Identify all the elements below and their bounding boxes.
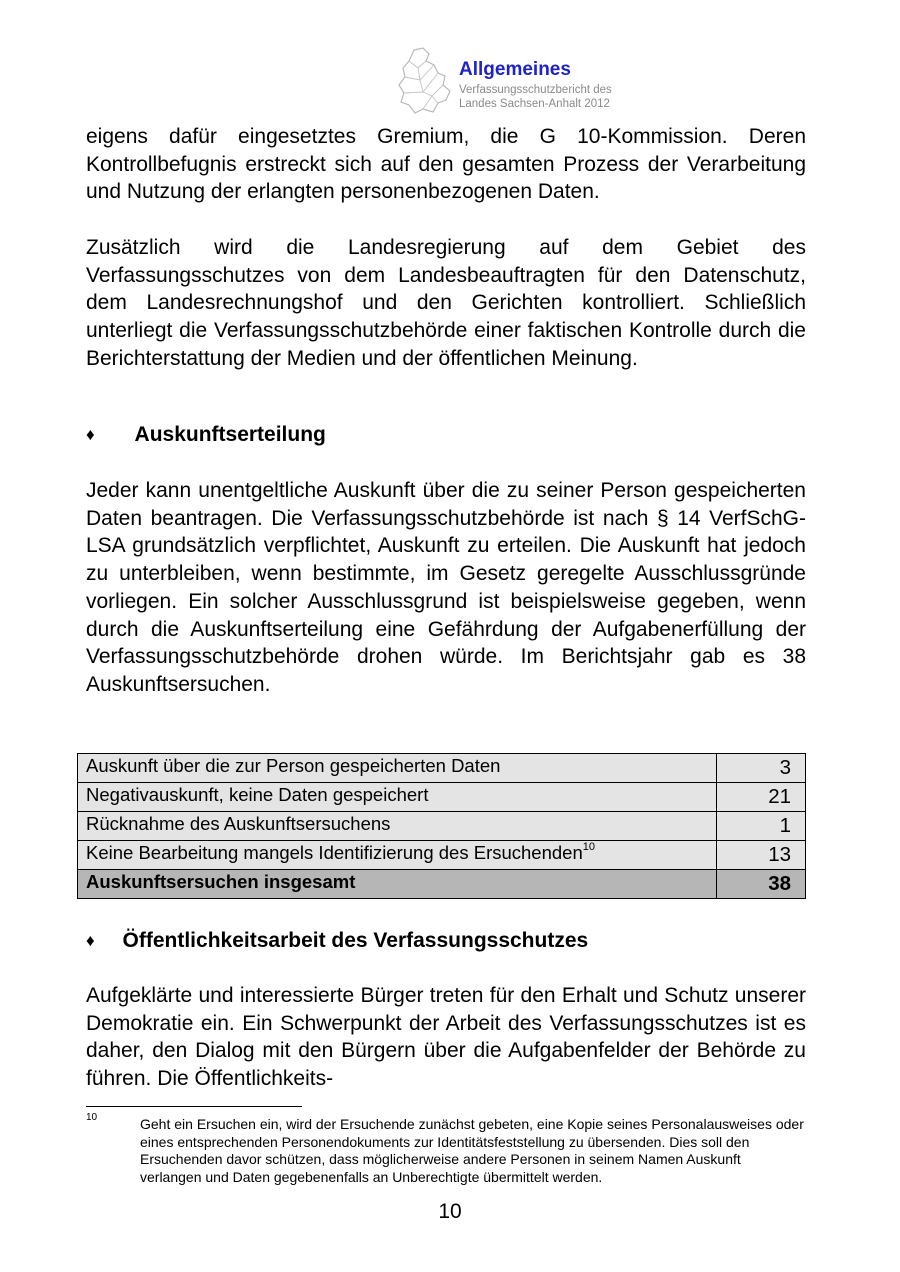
heading-text: Öffentlichkeitsarbeit des Verfassungsschutzes [122, 929, 589, 952]
heading-auskunftserteilung [86, 421, 806, 449]
table-cell-value: 13 [717, 841, 806, 870]
table-total-label: Auskunftsersuchen insgesamt [78, 870, 717, 899]
table-row [78, 783, 806, 812]
header-subtitle [459, 83, 612, 111]
table-cell-value: 3 [717, 754, 806, 783]
footnote-number: 10 [86, 1112, 98, 1123]
table-cell-label: Auskunft über die zur Person gespeicherten Daten [78, 754, 717, 783]
heading-oeffentlichkeitsarbeit [86, 927, 806, 955]
table-total-row [78, 870, 806, 899]
table-row [78, 841, 806, 870]
paragraph-text: eigens dafür eingesetztes Gremium, die G 10-Kommission. Deren Kontrollbefugnis erstreckt sich auf den gesamten Prozess der Verarbeitung und Nutzung der erlangten personenbezogenen Daten. [86, 125, 806, 204]
paragraph-kontrolle [86, 234, 806, 373]
auskunft-statistics-table [77, 753, 806, 899]
table-row [78, 754, 806, 783]
table-cell-value: 1 [717, 812, 806, 841]
footnote-divider [86, 1106, 302, 1107]
paragraph-text: Aufgeklärte und interessierte Bürger treten für den Erhalt und Schutz unserer Demokratie ein. Ein Schwerpunkt der Arbeit des Verfassungsschutzes ist es daher, den Dialog mit den Bürgern über die Aufgabenfelder der Behörde zu führen. Die Öffentlichkeits- [86, 984, 806, 1091]
table-cell-label-text: Keine Bearbeitung mangels Identifizierung des Ersuchenden [86, 842, 583, 863]
table-total-value: 38 [717, 870, 806, 899]
paragraph-text: Jeder kann unentgeltliche Auskunft über die zu seiner Person gespeicherten Daten beantragen. Die Verfassungsschutzbehörde ist nach § 14 VerfSchG-LSA grundsätzlich verpflichtet, Auskunft zu erteilen. Die Auskunft hat jedoch zu unterbleiben, wenn bestimmte, im Gesetz geregelte Ausschlussgründe vorliegen. Ein solcher Ausschlussgrund ist beispielsweise gegeben, wenn durch die Auskunftserteilung eine Gefährdung der Aufgabenerfüllung der Verfassungsschutzbehörde drohen würde. Im Berichtsjahr gab es 38 Auskunftsersuchen. [86, 479, 806, 696]
diamond-bullet-icon: ♦ [86, 931, 95, 950]
header-subtitle-line-2: Landes Sachsen-Anhalt 2012 [459, 98, 610, 110]
paragraph-text: Zusätzlich wird die Landesregierung auf dem Gebiet des Verfassungsschutzes von dem Landesbeauftragten für den Datenschutz, dem Landesrechnungshof und den Gerichten kontrolliert. Schließlich unterliegt die Verfassungsschutzbehörde einer faktischen Kontrolle durch die Berichterstattung der Medien und der öffentlichen Meinung. [86, 236, 806, 370]
diamond-bullet-icon: ♦ [86, 425, 95, 444]
table-cell-label: Negativauskunft, keine Daten gespeichert [78, 783, 717, 812]
table-row [78, 812, 806, 841]
header-subtitle-line-1: Verfassungsschutzbericht des [459, 84, 612, 96]
heading-text: Auskunftserteilung [134, 423, 326, 446]
table-cell-value: 21 [717, 783, 806, 812]
paragraph-auskunft [86, 477, 806, 699]
header-title: Allgemeines [459, 59, 571, 80]
page-header [396, 46, 696, 116]
paragraph-g10-kommission [86, 123, 806, 206]
paragraph-oeffentlichkeitsarbeit [86, 982, 806, 1093]
table-cell-label [78, 841, 717, 870]
page-number: 10 [438, 1200, 462, 1223]
footnote-text: Geht ein Ersuchen ein, wird der Ersuchende zunächst gebeten, eine Kopie seines Personalausweises oder eines entsprechenden Personendokuments zur Identitätsfeststellung zu übersenden. Dies soll den Ersuchenden davor schützen, dass möglicherweise andere Personen in seinem Namen Auskunft verlangen und Daten gegebenenfalls an Unberechtigte übermittelt werden. [140, 1116, 804, 1185]
table-cell-label: Rücknahme des Auskunftsersuchens [78, 812, 717, 841]
footnote-reference[interactable]: 10 [582, 841, 595, 853]
saxony-anhalt-map-outline-icon [396, 46, 456, 116]
